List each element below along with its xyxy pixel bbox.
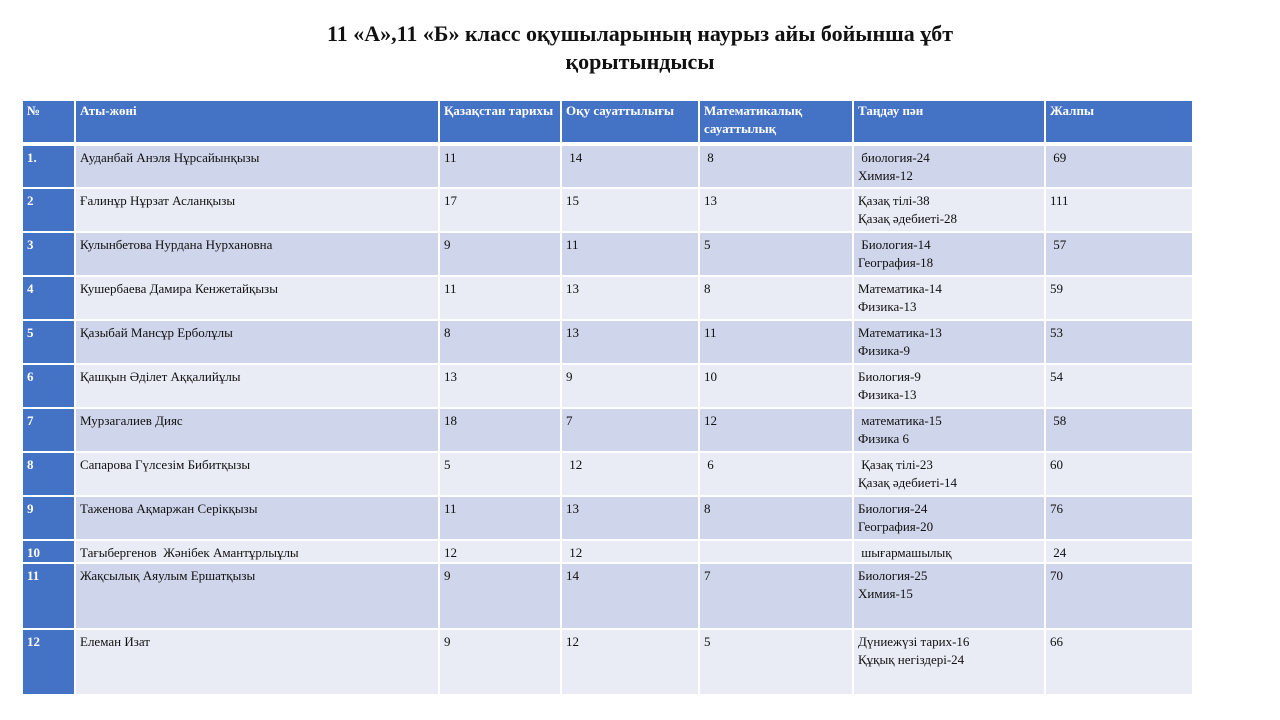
elective-subject: Дүниежүзі тарих-16 bbox=[858, 634, 970, 649]
cell-history-text: 12 bbox=[444, 545, 457, 560]
elective-subject: Биология-25 bbox=[858, 568, 928, 583]
elective-subject: шығармашылық bbox=[858, 545, 952, 560]
cell-reading bbox=[561, 452, 699, 496]
cell-num-text: 9 bbox=[27, 501, 34, 516]
header-row bbox=[22, 100, 1193, 144]
cell-name bbox=[75, 144, 439, 188]
cell-math-text: 12 bbox=[704, 413, 717, 428]
cell-num-text: 2 bbox=[27, 193, 34, 208]
cell-history-text: 11 bbox=[444, 501, 457, 516]
cell-reading-text: 13 bbox=[566, 281, 579, 296]
cell-math bbox=[699, 364, 853, 408]
table-row bbox=[22, 408, 1193, 452]
cell-history bbox=[439, 408, 561, 452]
cell-num bbox=[22, 563, 75, 629]
cell-num bbox=[22, 496, 75, 540]
table-row bbox=[22, 496, 1193, 540]
elective-subject: Қазақ әдебиеті-14 bbox=[858, 475, 958, 490]
cell-name bbox=[75, 320, 439, 364]
cell-history bbox=[439, 540, 561, 563]
cell-reading-text: 15 bbox=[566, 193, 579, 208]
elective-subject: Физика-13 bbox=[858, 299, 917, 314]
table-row bbox=[22, 563, 1193, 629]
cell-reading-text: 14 bbox=[566, 150, 583, 165]
cell-history-text: 11 bbox=[444, 150, 457, 165]
cell-num-text: 3 bbox=[27, 237, 34, 252]
cell-reading-text: 11 bbox=[566, 237, 579, 252]
cell-num bbox=[22, 364, 75, 408]
cell-num bbox=[22, 188, 75, 232]
cell-name-text: Қашқын Әділет Аққалийұлы bbox=[80, 369, 241, 384]
cell-elective bbox=[853, 232, 1045, 276]
elective-subject: Химия-15 bbox=[858, 586, 913, 601]
cell-history bbox=[439, 232, 561, 276]
cell-history-text: 17 bbox=[444, 193, 457, 208]
cell-reading-text: 14 bbox=[566, 568, 579, 583]
table-row bbox=[22, 629, 1193, 695]
cell-name bbox=[75, 629, 439, 695]
cell-name bbox=[75, 540, 439, 563]
cell-num bbox=[22, 452, 75, 496]
cell-num-text: 4 bbox=[27, 281, 34, 296]
cell-elective bbox=[853, 188, 1045, 232]
cell-total-text: 111 bbox=[1050, 193, 1069, 208]
cell-elective bbox=[853, 320, 1045, 364]
cell-num-text: 1. bbox=[27, 150, 37, 165]
cell-total-text: 57 bbox=[1050, 237, 1067, 252]
cell-history-text: 11 bbox=[444, 281, 457, 296]
cell-history bbox=[439, 144, 561, 188]
cell-total-text: 24 bbox=[1050, 545, 1067, 560]
cell-total-text: 66 bbox=[1050, 634, 1063, 649]
header-elective: Таңдау пән bbox=[853, 100, 1045, 144]
elective-subject: География-20 bbox=[858, 519, 934, 534]
results-table bbox=[21, 99, 1194, 696]
cell-history-text: 9 bbox=[444, 634, 451, 649]
header-reading: Оқу сауаттылығы bbox=[561, 100, 699, 144]
table-row bbox=[22, 320, 1193, 364]
cell-reading-text: 13 bbox=[566, 501, 579, 516]
cell-math-text: 8 bbox=[704, 150, 714, 165]
table-row bbox=[22, 144, 1193, 188]
cell-math-text: 13 bbox=[704, 193, 717, 208]
table-row bbox=[22, 276, 1193, 320]
cell-total bbox=[1045, 188, 1193, 232]
cell-reading bbox=[561, 563, 699, 629]
cell-name bbox=[75, 452, 439, 496]
cell-name bbox=[75, 276, 439, 320]
elective-subject: Математика-14 bbox=[858, 281, 942, 296]
header-total: Жалпы bbox=[1045, 100, 1193, 144]
cell-name-text: Қазыбай Мансұр Ерболұлы bbox=[80, 325, 233, 340]
cell-num bbox=[22, 629, 75, 695]
cell-elective bbox=[853, 364, 1045, 408]
cell-total bbox=[1045, 408, 1193, 452]
table-row bbox=[22, 452, 1193, 496]
cell-total-text: 60 bbox=[1050, 457, 1063, 472]
elective-subject: биология-24 bbox=[858, 150, 930, 165]
title-line-2: қорытындысы bbox=[565, 49, 715, 74]
cell-total bbox=[1045, 232, 1193, 276]
cell-elective bbox=[853, 629, 1045, 695]
cell-elective bbox=[853, 144, 1045, 188]
cell-num bbox=[22, 232, 75, 276]
cell-math-text: 7 bbox=[704, 568, 711, 583]
cell-math-text: 5 bbox=[704, 634, 711, 649]
cell-name-text: Мурзагалиев Дияс bbox=[80, 413, 183, 428]
cell-math bbox=[699, 540, 853, 563]
cell-total bbox=[1045, 144, 1193, 188]
cell-history-text: 18 bbox=[444, 413, 457, 428]
cell-total bbox=[1045, 276, 1193, 320]
cell-num-text: 7 bbox=[27, 413, 34, 428]
cell-history bbox=[439, 563, 561, 629]
cell-num bbox=[22, 144, 75, 188]
elective-subject: Физика 6 bbox=[858, 431, 909, 446]
cell-reading bbox=[561, 496, 699, 540]
cell-elective bbox=[853, 563, 1045, 629]
cell-reading-text: 12 bbox=[566, 634, 579, 649]
cell-history-text: 9 bbox=[444, 568, 451, 583]
cell-history bbox=[439, 320, 561, 364]
cell-total bbox=[1045, 320, 1193, 364]
cell-reading bbox=[561, 364, 699, 408]
cell-num-text: 5 bbox=[27, 325, 34, 340]
cell-name bbox=[75, 364, 439, 408]
cell-math bbox=[699, 144, 853, 188]
cell-reading-text: 7 bbox=[566, 413, 573, 428]
cell-total-text: 53 bbox=[1050, 325, 1063, 340]
cell-name-text: Елеман Изат bbox=[80, 634, 150, 649]
elective-subject: География-18 bbox=[858, 255, 934, 270]
table-row bbox=[22, 540, 1193, 563]
cell-name bbox=[75, 496, 439, 540]
cell-num bbox=[22, 540, 75, 563]
cell-history bbox=[439, 496, 561, 540]
cell-reading-text: 12 bbox=[566, 457, 583, 472]
page-title bbox=[0, 20, 1280, 76]
elective-subject: Биология-24 bbox=[858, 501, 928, 516]
elective-subject: Биология-14 bbox=[858, 237, 931, 252]
cell-math-text: 8 bbox=[704, 281, 711, 296]
elective-subject: Биология-9 bbox=[858, 369, 921, 384]
elective-subject: математика-15 bbox=[858, 413, 942, 428]
cell-math-text: 5 bbox=[704, 237, 711, 252]
cell-num-text: 8 bbox=[27, 457, 34, 472]
elective-subject: Физика-13 bbox=[858, 387, 917, 402]
cell-history bbox=[439, 188, 561, 232]
cell-history-text: 13 bbox=[444, 369, 457, 384]
cell-math-text: 6 bbox=[704, 457, 714, 472]
table-row bbox=[22, 364, 1193, 408]
title-line-1: 11 «А»,11 «Б» класс оқушыларының наурыз айы бойынша ұбт bbox=[326, 21, 954, 46]
cell-history-text: 5 bbox=[444, 457, 451, 472]
cell-math-text: 10 bbox=[704, 369, 717, 384]
cell-total-text: 76 bbox=[1050, 501, 1063, 516]
cell-math-text: 8 bbox=[704, 501, 711, 516]
cell-reading bbox=[561, 276, 699, 320]
cell-reading-text: 12 bbox=[566, 545, 583, 560]
elective-subject: Құқық негіздері-24 bbox=[858, 652, 965, 667]
cell-num-text: 10 bbox=[27, 545, 40, 560]
cell-num-text: 12 bbox=[27, 634, 40, 649]
cell-total-text: 59 bbox=[1050, 281, 1063, 296]
cell-elective bbox=[853, 276, 1045, 320]
header-num: № bbox=[22, 100, 75, 144]
cell-name-text: Ғалинұр Нұрзат Асланқызы bbox=[80, 193, 236, 208]
cell-reading bbox=[561, 232, 699, 276]
cell-total-text: 58 bbox=[1050, 413, 1067, 428]
cell-math-text: 11 bbox=[704, 325, 717, 340]
cell-name-text: Таженова Ақмаржан Серікқызы bbox=[80, 501, 258, 516]
cell-math bbox=[699, 320, 853, 364]
cell-elective bbox=[853, 540, 1045, 563]
elective-subject: Химия-12 bbox=[858, 168, 913, 183]
cell-total bbox=[1045, 540, 1193, 563]
cell-history bbox=[439, 452, 561, 496]
cell-math bbox=[699, 188, 853, 232]
cell-reading bbox=[561, 540, 699, 563]
cell-total bbox=[1045, 563, 1193, 629]
cell-math bbox=[699, 563, 853, 629]
cell-total bbox=[1045, 496, 1193, 540]
cell-num bbox=[22, 276, 75, 320]
cell-math bbox=[699, 232, 853, 276]
cell-name-text: Сапарова Гүлсезім Бибитқызы bbox=[80, 457, 251, 472]
elective-subject: Қазақ әдебиеті-28 bbox=[858, 211, 958, 226]
cell-reading bbox=[561, 320, 699, 364]
cell-math bbox=[699, 452, 853, 496]
cell-total-text: 54 bbox=[1050, 369, 1063, 384]
cell-name bbox=[75, 563, 439, 629]
cell-elective bbox=[853, 452, 1045, 496]
cell-name-text: Кулынбетова Нурдана Нурхановна bbox=[80, 237, 273, 252]
table-row bbox=[22, 232, 1193, 276]
cell-elective bbox=[853, 408, 1045, 452]
cell-math bbox=[699, 629, 853, 695]
cell-num-text: 11 bbox=[27, 568, 40, 583]
cell-history-text: 9 bbox=[444, 237, 451, 252]
cell-name-text: Жақсылық Аяулым Ершатқызы bbox=[80, 568, 256, 583]
cell-history bbox=[439, 629, 561, 695]
cell-total-text: 69 bbox=[1050, 150, 1067, 165]
cell-history-text: 8 bbox=[444, 325, 451, 340]
cell-reading bbox=[561, 144, 699, 188]
header-name: Аты-жөні bbox=[75, 100, 439, 144]
cell-reading-text: 13 bbox=[566, 325, 579, 340]
elective-subject: Физика-9 bbox=[858, 343, 911, 358]
elective-subject: Қазақ тілі-38 bbox=[858, 193, 930, 208]
elective-subject: Қазақ тілі-23 bbox=[858, 457, 933, 472]
header-math: Математикалық сауаттылық bbox=[699, 100, 853, 144]
cell-total bbox=[1045, 629, 1193, 695]
cell-name-text: Тағыбергенов Жәнібек Амантұрлыұлы bbox=[80, 545, 299, 560]
cell-name bbox=[75, 408, 439, 452]
cell-num-text: 6 bbox=[27, 369, 34, 384]
cell-name-text: Ауданбай Анэля Нұрсайынқызы bbox=[80, 150, 260, 165]
cell-name-text: Кушербаева Дамира Кенжетайқызы bbox=[80, 281, 278, 296]
cell-elective bbox=[853, 496, 1045, 540]
cell-num bbox=[22, 320, 75, 364]
cell-reading bbox=[561, 629, 699, 695]
cell-total bbox=[1045, 364, 1193, 408]
cell-total bbox=[1045, 452, 1193, 496]
cell-math bbox=[699, 276, 853, 320]
cell-num bbox=[22, 408, 75, 452]
cell-reading bbox=[561, 408, 699, 452]
table-row bbox=[22, 188, 1193, 232]
cell-math bbox=[699, 408, 853, 452]
cell-history bbox=[439, 276, 561, 320]
elective-subject: Математика-13 bbox=[858, 325, 942, 340]
cell-total-text: 70 bbox=[1050, 568, 1063, 583]
cell-name bbox=[75, 188, 439, 232]
cell-name bbox=[75, 232, 439, 276]
cell-reading-text: 9 bbox=[566, 369, 573, 384]
cell-reading bbox=[561, 188, 699, 232]
cell-history bbox=[439, 364, 561, 408]
cell-math bbox=[699, 496, 853, 540]
header-history: Қазақстан тарихы bbox=[439, 100, 561, 144]
